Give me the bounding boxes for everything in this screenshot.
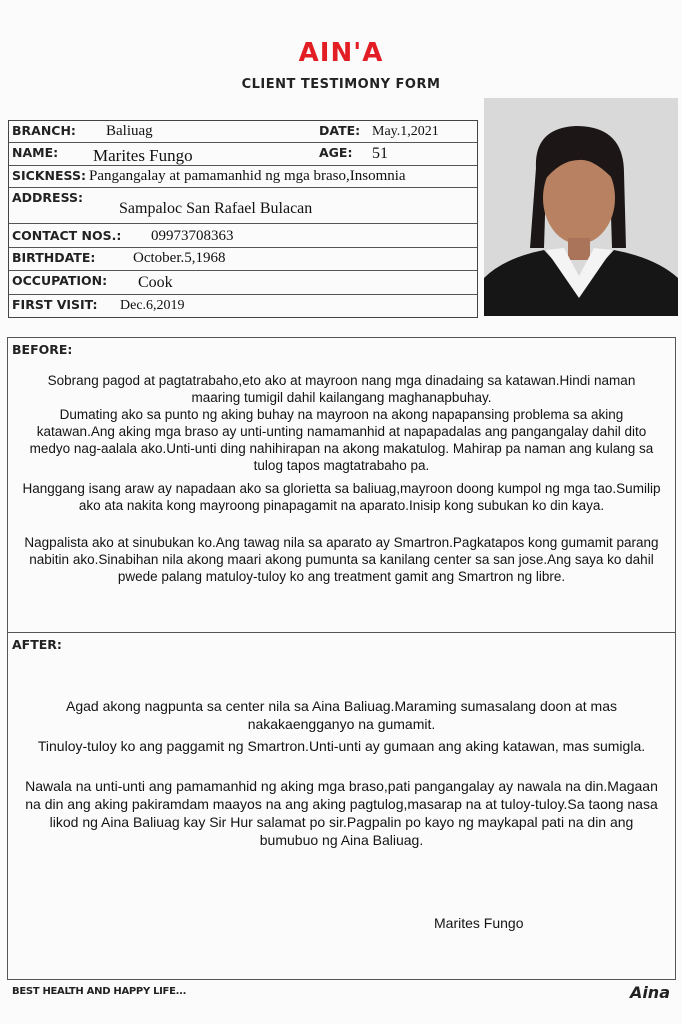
name-label: NAME:: [12, 145, 59, 160]
first-visit-label: FIRST VISIT:: [12, 297, 98, 312]
contact-row: [9, 224, 477, 248]
age-label: AGE:: [319, 145, 353, 160]
footer-tagline: BEST HEALTH AND HAPPY LIFE...: [12, 986, 187, 997]
after-paragraph-2: Tinuloy-tuloy ko ang paggamit ng Smartron.Unti-unti ay gumaan ang aking katawan, mas sumigla.: [37, 738, 646, 754]
name-age-row: [9, 143, 477, 166]
sickness-label: SICKNESS:: [12, 168, 86, 183]
client-info-table: [8, 120, 478, 318]
after-paragraph-3: Nawala na unti-unti ang pamamanhid ng aking mga braso,pati pangangalay ay nawala na din.Magaan na din ang aking pakiramdam maayos na ang aking pagtulog,masarap na at tuloy-tuloy.Sa taong nasa likod ng Aina Baliuag kay Sir Hur salamat po sir.Pagpalin po kayo ng maykapal pati na din ang bumubuo ng Aina Baliuag.: [25, 778, 658, 848]
age-value: 51: [372, 145, 388, 162]
first-visit-row: [9, 295, 477, 317]
signature-name: Marites Fungo: [434, 915, 524, 931]
contact-label: CONTACT NOS.:: [12, 228, 122, 243]
before-paragraph-3: Hanggang isang araw ay napadaan ako sa glorietta sa baliuag,mayroon doong kumpol ng mga tao.Sumilip ako ata nakita kong mayroong pinapagamit na aparato.Inisip kong subukan ko din kaya.: [22, 481, 661, 513]
before-label: BEFORE:: [12, 342, 73, 357]
address-row: [9, 188, 477, 224]
form-title: CLIENT TESTIMONY FORM: [241, 77, 441, 92]
sickness-value: Pangangalay at pamamanhid ng mga braso,Insomnia: [89, 168, 406, 184]
before-paragraph-2: Dumating ako sa punto ng aking buhay na mayroon na akong napapansing problema sa aking katawan.Ang aking mga braso ay unti-unting namamanhid at napapadalas ang pangangalay dahil dito medyo nag-aalala ako.Unti-unti ding nahihirapan na akong makatulog. Mahirap pa naman ang kulang sa tulog tapos magtatrabaho pa.: [29, 407, 654, 473]
branch-value: Baliuag: [106, 123, 153, 139]
address-value: Sampaloc San Rafael Bulacan: [119, 200, 313, 217]
branch-date-row: [9, 121, 477, 143]
occupation-label: OCCUPATION:: [12, 273, 108, 288]
date-label: DATE:: [319, 123, 361, 138]
client-photo: [484, 98, 678, 316]
name-value: Marites Fungo: [93, 146, 193, 165]
before-paragraph-4: Nagpalista ako at sinubukan ko.Ang tawag nila sa aparato ay Smartron.Pagkatapos kong gumamit parang nabitin ako.Sinabihan nila akong maari akong pumunta sa kanilang center sa san jose.Ang saya ko dahil pwede palang matuloy-tuloy ko ang treatment gamit ang Smartron ng libre.: [24, 535, 659, 584]
address-label: ADDRESS:: [12, 190, 84, 205]
branch-label: BRANCH:: [12, 123, 76, 138]
occupation-value: Cook: [138, 274, 173, 291]
contact-value: 09973708363: [151, 228, 234, 244]
sickness-row: [9, 166, 477, 188]
before-section: [7, 337, 676, 633]
first-visit-value: Dec.6,2019: [120, 298, 185, 313]
footer-brand: Aina: [629, 983, 670, 1002]
after-paragraph-1: Agad akong nagpunta sa center nila sa Aina Baliuag.Maraming sumasalang doon at mas nakakaengganyo na gumamit.: [65, 698, 618, 732]
birthdate-row: [9, 248, 477, 271]
date-value: May.1,2021: [372, 124, 439, 139]
after-section: [7, 632, 676, 980]
birthdate-label: BIRTHDATE:: [12, 250, 96, 265]
birthdate-value: October.5,1968: [133, 250, 226, 266]
occupation-row: [9, 271, 477, 295]
after-label: AFTER:: [12, 637, 62, 652]
aina-logo: AIN'A: [298, 38, 384, 68]
before-paragraph-1: Sobrang pagod at pagtatrabaho,eto ako at mayroon nang mga dinadaing sa katawan.Hindi naman maaring tumigil dahil kailangang maghanapbuhay.: [47, 373, 636, 405]
